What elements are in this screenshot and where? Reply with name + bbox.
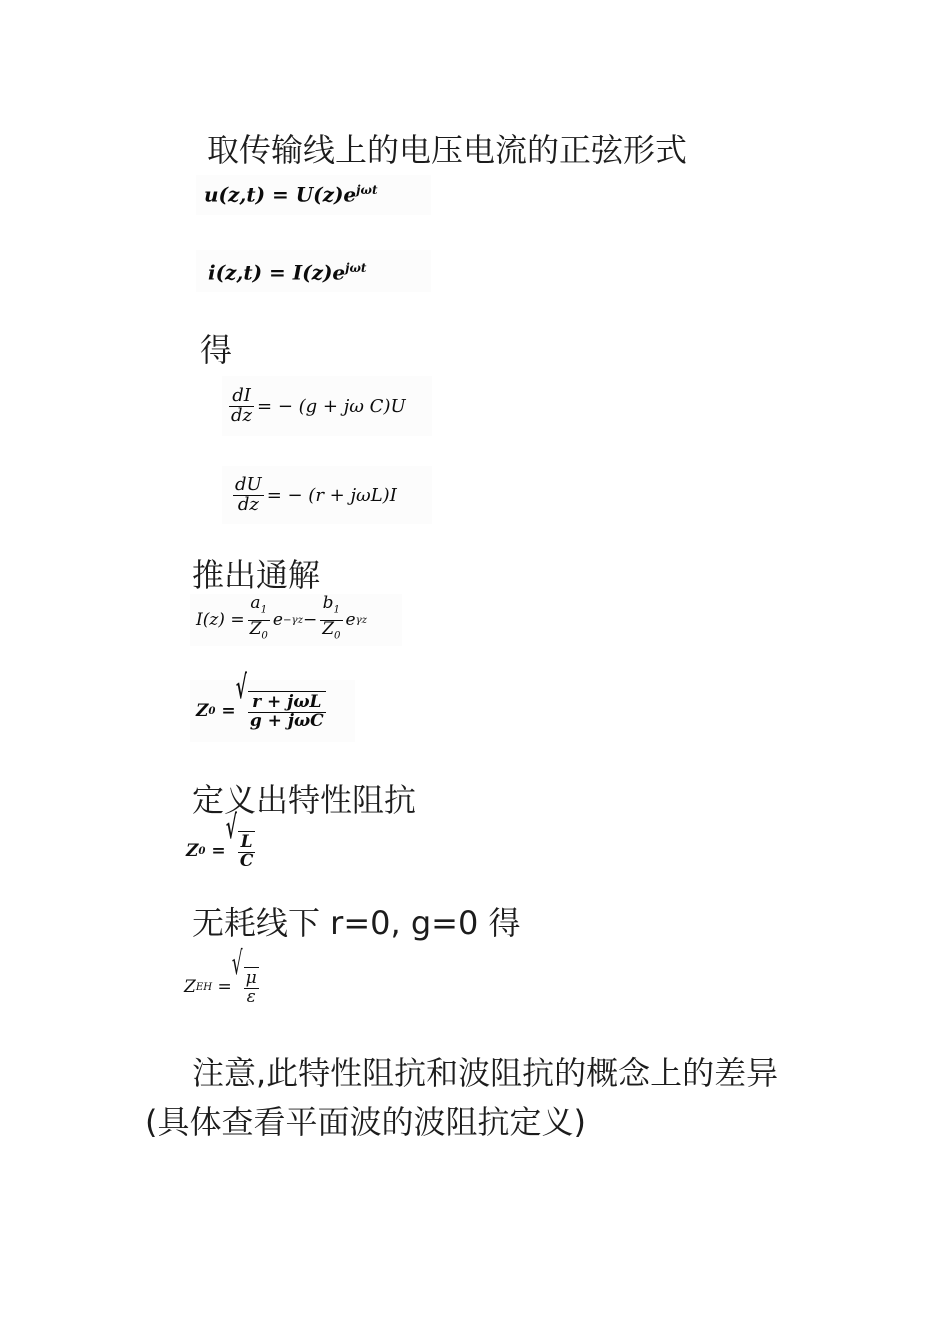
equation-Z0-general: Z 0 = √ $\frac{\text{r + jωL}}{\text{g + jωC}}$	[190, 680, 355, 742]
equation-voltage: $u(z,t) = U(z)e^{j\omega t}$	[196, 175, 431, 215]
note-text-continued: (具体查看平面波的波阻抗定义)	[145, 1103, 586, 1141]
char-impedance-text: 定义出特性阻抗	[192, 781, 417, 819]
lossless-text: 无耗线下 r=0, g=0 得	[192, 904, 521, 942]
equation-dI-dz: $\frac{dI}{dz}$ = − (g + jω C)U	[222, 376, 432, 436]
derive-text: 得	[200, 331, 233, 369]
equation-current: $i(z,t) = I(z)e^{j\omega t}$	[196, 250, 431, 292]
equation-Z0-lossless: Z 0 = √ $\frac{L}{C}$	[186, 809, 254, 871]
equation-dU-dz: $\frac{dU}{dz}$ = − (r + jωL)I	[222, 466, 432, 524]
note-text: 注意,此特性阻抗和波阻抗的概念上的差异	[192, 1054, 779, 1092]
equation-ZEH: Z EH = √ $\frac{\mu}{\varepsilon}$	[184, 945, 257, 1007]
intro-text: 取传输线上的电压电流的正弦形式	[207, 131, 688, 169]
general-solution-text: 推出通解	[192, 556, 321, 594]
equation-I-of-z: I(z) = $\frac{a_1}{Z_0}$ e −γz − $\frac{b_1}{Z_0}$ e γz	[190, 594, 402, 646]
